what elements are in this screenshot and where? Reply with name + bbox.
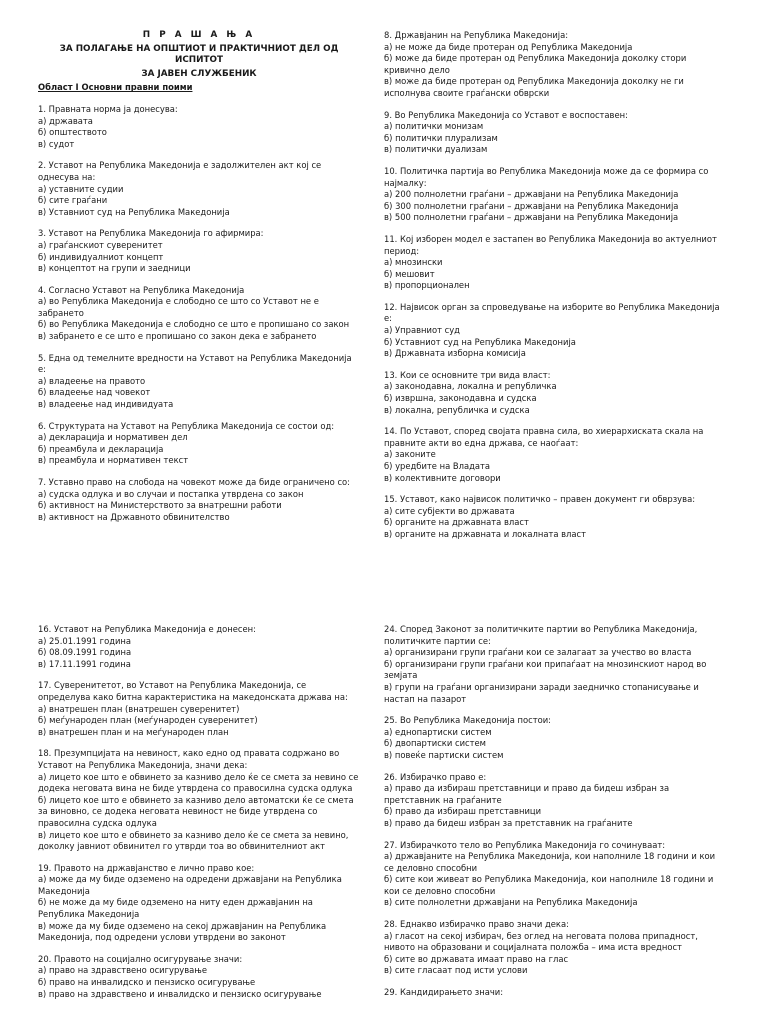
question-stem: 1. Правната норма ја донесува: [38, 103, 178, 114]
answer-option: б) Уставниот суд на Република Македонија [384, 336, 576, 347]
answer-option: б) не може да му биде одземено на ниту еден државјанин на Република Македонија [38, 897, 313, 920]
answer-option: б) сите кои живеат во Република Македонија, кои наполниле 18 години и кои се деловно способни [384, 874, 714, 896]
question-block [38, 624, 360, 670]
answer-option: а) 200 полнолетни граѓани – државјани на Република Македонија [384, 189, 679, 200]
answer-option: в) концептот на групи и заедници [38, 263, 191, 274]
answer-option: в) органите на државната и локалната власт [384, 528, 587, 539]
answer-option: а) граѓанскиот суверенитет [38, 239, 163, 250]
answer-option: а) право на здравствено осигурување [38, 965, 207, 976]
answer-option: в) 17.11.1991 година [38, 658, 131, 669]
answer-option: в) може да биде протеран од Република Македонија доколку не ги исполнува своите граѓански обврски [384, 76, 684, 98]
answer-option: а) не може да биде протеран од Република Македонија [384, 41, 633, 52]
question-stem: 18. Презумпцијата на невиност, како едно од правата содржано во Уставот на Република Македонија, значи дека: [38, 748, 340, 770]
answer-option: б) индивидуалниот концепт [38, 251, 164, 262]
document-subtitle: ЗА ПОЛАГАЊЕ НА ОПШТИОТ И ПРАКТИЧНИОТ ДЕЛ ОД ИСПИТОТ [59, 43, 339, 66]
question-block [384, 234, 720, 292]
question-block [384, 426, 720, 484]
question-stem: 24. Според Законот за политичките партии во Република Македонија, политичките партии се: [384, 624, 698, 646]
question-stem: 12. Највисок орган за спроведување на изборите во Република Македонија е: [384, 301, 720, 324]
answer-option: а) државјаните на Република Македонија, кои наполниле 18 години и кои се деловно способни [384, 851, 716, 873]
column-bottom-right [384, 624, 720, 1009]
answer-option: б) лицето кое што е обвинето за казниво дело автоматски ќе се смета за виновно, се додека неговата невиност не биде утврдена со правосилна судска одлука [38, 794, 354, 828]
question-stem: 14. По Уставот, според својата правна сила, во хиерархиската скала на правните акти во една држава, се наоѓаат: [384, 426, 704, 448]
question-stem: 8. Државјанин на Република Македонија: [384, 30, 569, 40]
question-block [384, 840, 720, 910]
question-block [384, 772, 720, 830]
question-stem: 29. Кандидирањето значи: [384, 987, 504, 998]
question-stem: 28. Еднакво избирачко право значи дека: [384, 919, 569, 930]
answer-option: б) сите во државата имаат право на глас [384, 953, 569, 964]
answer-option: а) организирани групи граѓани кои се залагаат за учество во власта [384, 647, 692, 658]
question-block [384, 370, 720, 416]
question-stem: 2. Уставот на Република Македонија е задолжителен акт кој се однесува на: [38, 160, 322, 182]
answer-option: б) извршна, законодавна и судска [384, 393, 537, 404]
answer-option: в) повеќе партиски систем [384, 749, 504, 760]
document-subtitle-2: ЗА ЈАВЕН СЛУЖБЕНИК [141, 68, 257, 79]
answer-option: в) Државната изборна комисија [384, 348, 526, 359]
question-block [384, 624, 720, 705]
column-bottom-left [38, 624, 360, 1010]
question-stem: 26. Избирачко право е: [384, 771, 487, 782]
answer-option: в) сите гласаат под исти услови [384, 965, 528, 976]
answer-option: б) мешовит [384, 268, 435, 279]
answer-option: б) преамбула и декларација [38, 443, 164, 454]
question-block [384, 987, 720, 999]
document-title: П Р А Ш А Њ А [142, 30, 256, 40]
answer-option: в) судот [38, 138, 75, 149]
question-stem: 7. Уставно право на слобода на човекот може да биде ограничено со: [38, 477, 350, 487]
answer-option: а) сите субјекти во државата [384, 505, 515, 516]
answer-option: б) право да избираш претставници [384, 806, 542, 817]
column-top-left [38, 30, 360, 533]
answer-option: в) 500 полнолетни граѓани – државјани на Република Македонија [384, 212, 679, 223]
answer-option: а) во Република Македонија е слободно се што со Уставот не е забрането [38, 296, 319, 318]
answer-option: б) организирани групи граѓани кои припаѓаат на мнозинскиот народ во земјата [384, 658, 707, 681]
question-block [38, 160, 360, 218]
answer-option: в) локална, републичка и судска [384, 404, 530, 415]
question-stem: 17. Суверенитетот, во Уставот на Република Македонија, се определува како битна карактеристика на македонската држава на: [38, 680, 348, 702]
answer-option: в) право на здравствено и инвалидско и пензиско осигурување [38, 988, 322, 999]
question-stem: 27. Избирачкото тело во Република Македонија го сочинуваат: [384, 839, 666, 850]
question-block [384, 302, 720, 360]
answer-option: в) владеење над индивидуата [38, 399, 174, 410]
answer-option: в) колективните договори [384, 472, 501, 483]
answer-option: а) лицето кое што е обвинето за казниво дело ќе се смета за невино се додека неговата вина не биде утврдена со правосилна судска одлука [38, 771, 359, 794]
answer-option: б) активност на Министерството за внатрешни работи [38, 500, 282, 511]
answer-option: а) внатрешен план (внатрешен суверенитет) [38, 703, 240, 714]
question-block [38, 477, 360, 523]
question-block [384, 110, 720, 156]
answer-option: а) декларација и нормативен дел [38, 432, 188, 443]
question-block [384, 494, 720, 540]
question-block [38, 680, 360, 738]
answer-option: в) Уставниот суд на Република Македонија [38, 206, 230, 217]
question-block [38, 285, 360, 343]
answer-option: б) општеството [38, 127, 107, 138]
answer-option: б) 300 полнолетни граѓани – државјани на Република Македонија [384, 200, 679, 211]
answer-option: а) 25.01.1991 година [38, 635, 132, 646]
question-block [384, 166, 720, 224]
question-block [384, 919, 720, 977]
question-stem: 11. Кој изборен модел е застапен во Република Македонија во актуелниот период: [384, 233, 717, 256]
answer-option: а) државата [38, 115, 93, 126]
question-block [38, 104, 360, 150]
answer-option: б) може да биде протеран од Република Македонија доколку стори кривично дело [384, 53, 687, 75]
answer-option: а) владеење на правото [38, 375, 146, 386]
question-block [38, 421, 360, 467]
answer-option: а) законодавна, локална и републичка [384, 381, 557, 392]
section-title: Област I Основни правни поими [38, 82, 193, 93]
answer-option: в) право да бидеш избран за претставник на граѓаните [384, 817, 633, 828]
question-stem: 16. Уставот на Република Македонија е донесен: [38, 624, 256, 634]
question-block [38, 228, 360, 274]
question-block [384, 715, 720, 761]
answer-option: б) право на инвалидско и пензиско осигурување [38, 977, 256, 988]
question-stem: 3. Уставот на Република Македонија го афирмира: [38, 228, 264, 239]
question-stem: 19. Правото на државјанство е лично право кое: [38, 862, 255, 873]
answer-option: в) може да му биде одземено на секој државјанин на Република Македонија, под одредени услови утврдени во законот [38, 920, 327, 943]
answer-option: в) лицето кое што е обвинето за казниво дело ќе се смета за невино, доколку јавниот обвинител го утврди тоа во обвинителниот акт [38, 829, 349, 852]
question-stem: 6. Структурата на Уставот на Република Македонија се состои од: [38, 420, 335, 431]
answer-option: в) внатрешен план и на меѓународен план [38, 726, 229, 737]
question-stem: 15. Уставот, како највисок политичко – правен документ ги обврзува: [384, 494, 696, 505]
answer-option: в) групи на граѓани организирани заради заедничко стопанисување и настап на пазарот [384, 681, 699, 704]
answer-option: б) владеење над човекот [38, 387, 151, 398]
answer-option: а) еднопартиски систем [384, 726, 492, 737]
answer-option: а) мнозински [384, 257, 443, 268]
answer-option: б) сите граѓани [38, 195, 108, 206]
question-stem: 5. Една од темелните вредности на Уставот на Република Македонија е: [38, 352, 352, 375]
answer-option: а) политички монизам [384, 121, 484, 132]
answer-option: б) политички плурализам [384, 132, 498, 143]
question-stem: 20. Правото на социјално осигурување значи: [38, 953, 243, 964]
answer-option: в) забрането е се што е пропишано со закон дека е забрането [38, 331, 317, 342]
answer-option: б) двопартиски систем [384, 738, 486, 749]
question-block [38, 353, 360, 411]
answer-option: а) гласот на секој избирач, без оглед на неговата полова припадност, нивото на образовани и социјалната положба – има иста вредност [384, 930, 698, 953]
answer-option: а) уставните судии [38, 183, 124, 194]
question-stem: 10. Политичка партија во Република Македонија може да се формира со најмалку: [384, 165, 709, 188]
question-stem: 13. Кои се основните три вида власт: [384, 369, 551, 380]
answer-option: в) преамбула и нормативен текст [38, 455, 189, 466]
column-top-right [384, 30, 720, 551]
question-stem: 9. Во Република Македонија со Уставот е воспоставен: [384, 109, 628, 120]
answer-option: б) во Република Македонија е слободно се што е пропишано со закон [38, 319, 350, 330]
question-block [38, 954, 360, 1000]
question-block [384, 30, 720, 100]
question-block [38, 863, 360, 944]
answer-option: а) законите [384, 449, 436, 460]
answer-option: а) може да му биде одземено на одредени државјани на Република Македонија [38, 874, 342, 896]
answer-option: в) пропорционален [384, 280, 470, 291]
answer-option: а) право да избираш претставници и право да бидеш избран за претставник на граѓаните [384, 783, 670, 805]
answer-option: а) судска одлука и во случаи и постапка утврдена со закон [38, 488, 304, 499]
question-stem: 25. Во Република Македонија постои: [384, 715, 551, 726]
answer-option: б) 08.09.1991 година [38, 647, 132, 658]
question-block [38, 748, 360, 852]
question-stem: 4. Согласно Уставот на Република Македонија [38, 284, 245, 295]
answer-option: б) уредбите на Владата [384, 461, 491, 471]
answer-option: б) органите на државната власт [384, 517, 529, 528]
answer-option: в) сите полнолетни државјани на Република Македонија [384, 897, 638, 908]
answer-option: в) политички дуализам [384, 144, 488, 155]
answer-option: а) Управниот суд [384, 325, 460, 336]
answer-option: в) активност на Државното обвинителство [38, 511, 230, 522]
answer-option: б) меѓународен план (меѓународен суверенитет) [38, 715, 258, 726]
